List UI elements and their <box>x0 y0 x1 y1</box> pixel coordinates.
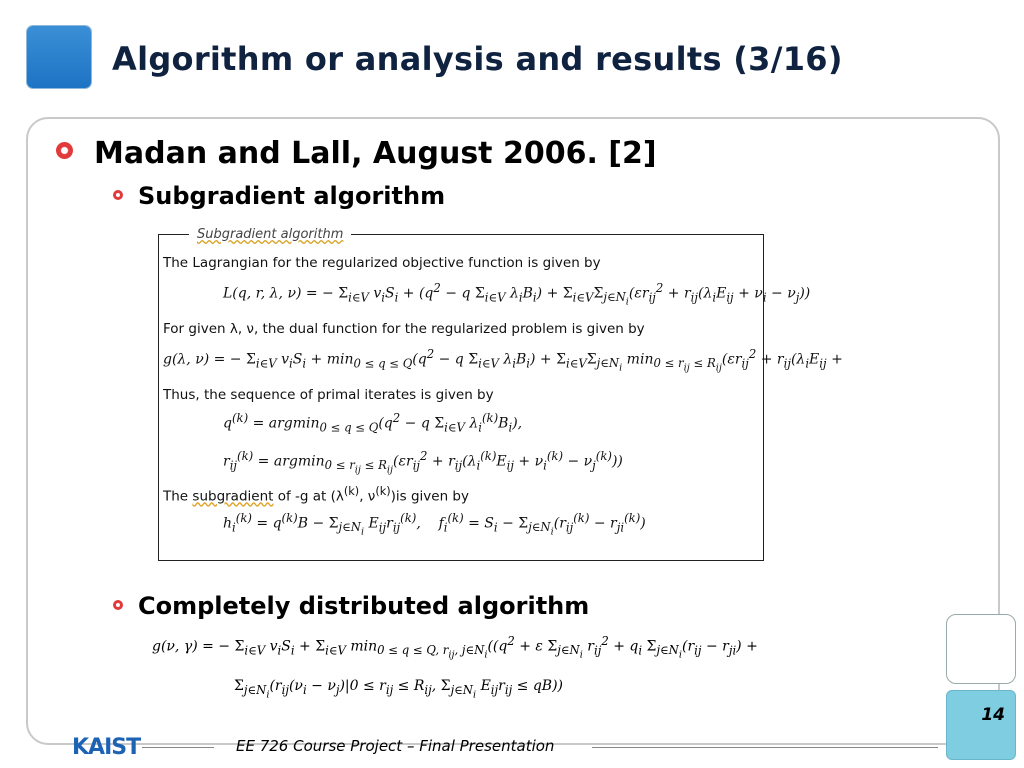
algo-text-line-1: The Lagrangian for the regularized objective function is given by <box>163 255 601 271</box>
footer-divider-left <box>142 747 214 748</box>
sub-heading-distributed: Completely distributed algorithm <box>138 592 590 620</box>
distributed-equation-line-1: g(ν, γ) = − $\Sigma_{i\in V}$ $v_iS_i + \Sigma_{i\in V}$ $\min_{0 \le q \le Q, r_{ij}, j\in N_i}((q^2 + \varepsilon$ $\Sigma_{j\in N_i}$ $r_{ij}^2 + q_i$ $\Sigma_{j\in N_i}(r_{ij} - r_{ji})$ + <box>152 634 758 661</box>
footer-divider-right <box>592 747 938 748</box>
footer-text: EE 726 Course Project – Final Presentation <box>236 737 555 755</box>
algo-equation-subgradient: $h_i^{(k)} = q^{(k)}B - \Sigma_{j\in N_i}$ $E_{ij}r_{ij}^{(k)}$, $f_i^{(k)} = S_i - \Sigma_{j\in N_i}(r_{ij}^{(k)} - r_{ji}^{(k)})$ <box>223 511 646 538</box>
algo-equation-dual: g(λ, ν) = − $\Sigma_{i\in V}$ $v_iS_i + \min_{0 \le q \le Q}(q^2 - q$ $\Sigma_{i\in V}$ $\lambda_iB_i) + \Sigma_{i\in V}\Sigma_{j\in N_i}$ $\min_{0 \le r_{ij} \le R_{ij}}(\varepsilon r_{ij}^2 + r_{ij}(\lambda_iE_{ij}$ + <box>163 347 843 374</box>
algo-equation-q-iterate: $q^{(k)} = argmin_{0 \le q \le Q}(q^2 - q$ $\Sigma_{i\in V}$ $\lambda_i^{(k)}B_i$), <box>223 411 523 435</box>
algorithm-box-legend: Subgradient algorithm <box>189 227 351 242</box>
page-number-box <box>946 690 1016 760</box>
kaist-logo: KAIST <box>72 735 141 760</box>
distributed-equation-line-2: $\Sigma_{j\in N_i}(r_{ij}(\nu_i - \nu_j)|0 \le r_{ij} \le R_{ij}$, $\Sigma_{j\in N_i}$ $E_{ij}r_{ij} \le qB$)) <box>234 678 563 701</box>
slide-title: Algorithm or analysis and results (3/16) <box>112 40 843 78</box>
bullet-icon <box>56 142 73 159</box>
title-square-decoration <box>27 26 91 88</box>
algo-text-line-4: The subgradient of -g at ($\lambda^{(k)}$, $\nu^{(k)})is$ given by <box>163 485 469 505</box>
sub-heading-subgradient: Subgradient algorithm <box>138 182 446 210</box>
bullet-heading-madan-lall: Madan and Lall, August 2006. [2] <box>94 136 657 171</box>
sub-bullet-icon <box>113 190 123 200</box>
algo-text-line-3: Thus, the sequence of primal iterates is given by <box>163 387 494 403</box>
page-number: 14 <box>981 705 1005 725</box>
sub-bullet-icon <box>113 600 123 610</box>
side-decoration-box <box>946 614 1016 684</box>
algo-equation-r-iterate: $r_{ij}^{(k)} = argmin_{0 \le r_{ij} \le R_{ij}}(\varepsilon r_{ij}^2 + r_{ij}(\lambda_i^{(k)}E_{ij} + \nu_i^{(k)} - \nu_j^{(k)}))$ <box>223 449 623 476</box>
algo-equation-lagrangian: L(q, r, λ, ν) = − $\Sigma_{i\in V}$ $v_iS_i + (q^2 - q$ $\Sigma_{i\in V}$ $\lambda_iB_i) + \Sigma_{i\in V}\Sigma_{j\in N_i}(\varepsilon r_{ij}^2 + r_{ij}(\lambda_iE_{ij} + \nu_i - \nu_j))$ <box>223 281 811 308</box>
subgradient-algorithm-box <box>158 227 843 561</box>
algo-text-line-2: For given λ, ν, the dual function for the regularized problem is given by <box>163 321 645 337</box>
